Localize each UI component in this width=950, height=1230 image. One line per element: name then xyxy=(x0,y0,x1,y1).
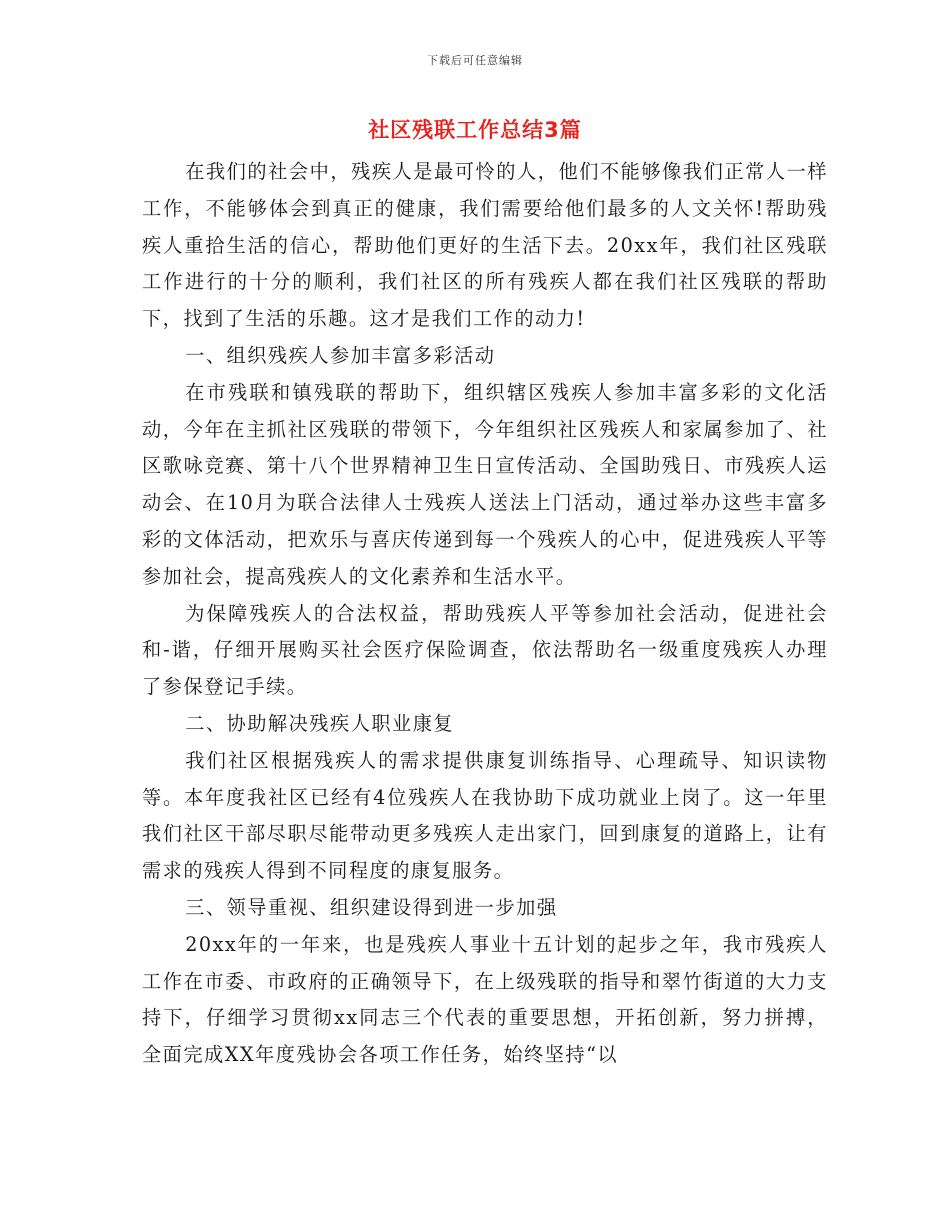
paragraph-rights: 为保障残疾人的合法权益，帮助残疾人平等参加社会活动，促进社会和-谐，仔细开展购买社会医疗保险调查，依法帮助名一级重度残疾人办理了参保登记手续。 xyxy=(142,601,828,699)
page-header-note: 下载后可任意编辑 xyxy=(427,54,523,67)
document-body xyxy=(142,154,828,1074)
paragraph-intro: 在我们的社会中，残疾人是最可怜的人，他们不能够像我们正常人一样工作，不能够体会到真正的健康，我们需要给他们最多的人文关怀!帮助残疾人重拾生活的信心，帮助他们更好的生活下去。20xx年，我们社区残联工作进行的十分的顺利，我们社区的所有残疾人都在我们社区残联的帮助下，找到了生活的乐趣。这才是我们工作的动力! xyxy=(142,160,828,331)
document-title: 社区残联工作总结3篇 xyxy=(368,118,582,142)
section-heading-1: 一、组织残疾人参加丰富多彩活动 xyxy=(185,343,496,367)
paragraph-rehabilitation: 我们社区根据残疾人的需求提供康复训练指导、心理疏导、知识读物等。本年度我社区已经有4位残疾人在我协助下成功就业上岗了。这一年里我们社区干部尽职尽能带动更多残疾人走出家门，回到康复的道路上，让有需求的残疾人得到不同程度的康复服务。 xyxy=(142,748,828,883)
paragraph-leadership: 20xx年的一年来，也是残疾人事业十五计划的起步之年，我市残疾人工作在市委、市政府的正确领导下，在上级残联的指导和翠竹街道的大力支持下，仔细学习贯彻xx同志三个代表的重要思想，开拓创新，努力拼搏，全面完成XX年度残协会各项工作任务，始终坚持“以 xyxy=(142,932,828,1067)
section-heading-2: 二、协助解决残疾人职业康复 xyxy=(185,711,455,735)
section-heading-3: 三、领导重视、组织建设得到进一步加强 xyxy=(185,895,558,919)
paragraph-activities: 在市残联和镇残联的帮助下，组织辖区残疾人参加丰富多彩的文化活动，今年在主抓社区残联的带领下，今年组织社区残疾人和家属参加了、社区歌咏竞赛、第十八个世界精神卫生日宣传活动、全国助残日、市残疾人运动会、在10月为联合法律人士残疾人送法上门活动，通过举办这些丰富多彩的文体活动，把欢乐与喜庆传递到每一个残疾人的心中，促进残疾人平等参加社会，提高残疾人的文化素养和生活水平。 xyxy=(142,380,828,588)
